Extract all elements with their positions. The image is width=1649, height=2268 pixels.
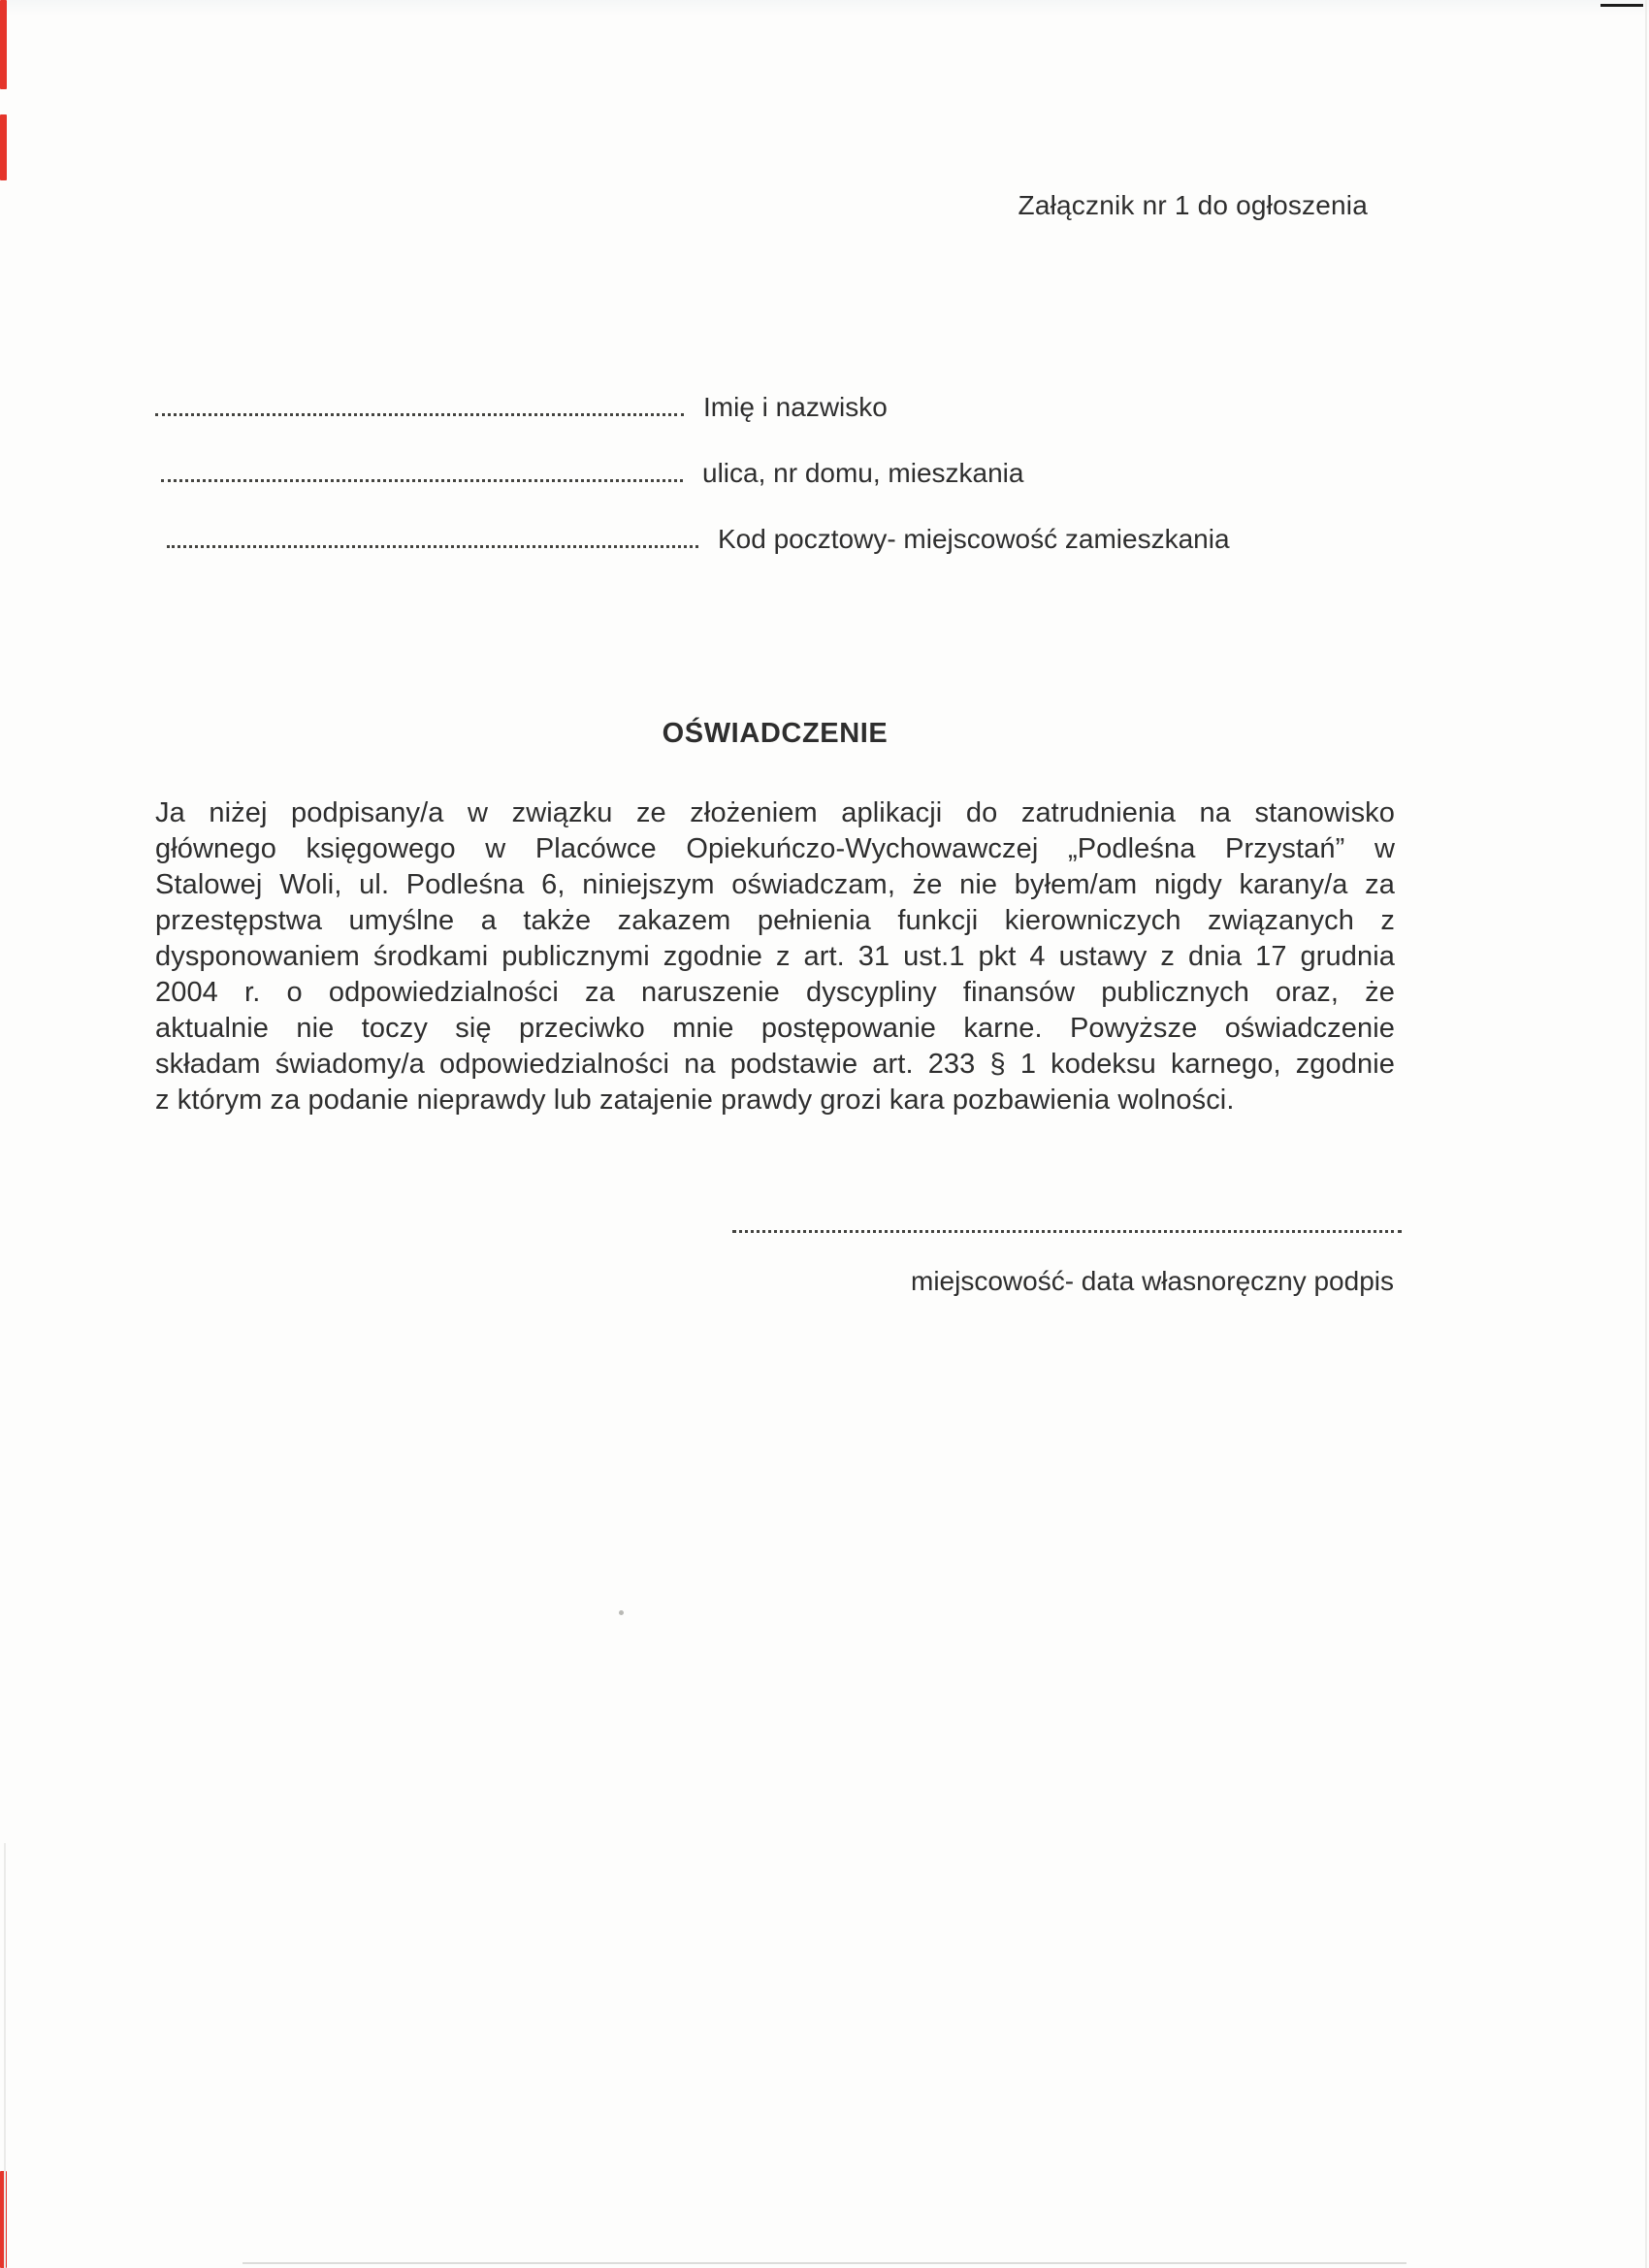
field-row-name <box>155 390 888 423</box>
scan-speck <box>619 1610 624 1615</box>
dotted-fill-line <box>155 390 684 416</box>
declaration-title: OŚWIADCZENIE <box>662 718 889 749</box>
declaration-body-line: składam świadomy/a odpowiedzialności na podstawie art. 233 § 1 kodeksu karnego, zgodnie <box>155 1049 1395 1080</box>
field-label-street: ulica, nr domu, mieszkania <box>702 458 1024 488</box>
field-row-street <box>161 456 1023 489</box>
declaration-body-line: 2004 r. o odpowiedzialności za naruszenie dyscypliny finansów publicznych oraz, że <box>155 977 1395 1008</box>
declaration-body-line: dysponowaniem środkami publicznymi zgodnie z art. 31 ust.1 pkt 4 ustawy z dnia 17 grudnia <box>155 941 1395 972</box>
scan-bottom-edge-shadow <box>242 2262 1406 2264</box>
signature-dotted-line <box>732 1207 1402 1233</box>
attachment-header-label: Załącznik nr 1 do ogłoszenia <box>1018 190 1368 220</box>
scan-red-edge-mark <box>0 0 7 89</box>
dotted-fill-line <box>167 522 698 548</box>
scan-torn-edge-line <box>1600 4 1643 7</box>
declaration-body-line: głównego księgowego w Placówce Opiekuńczo-Wychowawczej „Podleśna Przystań” w <box>155 833 1395 864</box>
declaration-body-line: Stalowej Woli, ul. Podleśna 6, niniejszym oświadczam, że nie byłem/am nigdy karany/a za <box>155 869 1395 900</box>
signature-caption: miejscowość- data własnoręczny podpis <box>911 1266 1394 1296</box>
field-row-postal-city <box>167 522 1230 555</box>
declaration-body-line: aktualnie nie toczy się przeciwko mnie postępowanie karne. Powyższe oświadczenie <box>155 1013 1395 1044</box>
declaration-body-line: Ja niżej podpisany/a w związku ze złożeniem aplikacji do zatrudnienia na stanowisko <box>155 797 1395 828</box>
signature-row <box>732 1207 1402 1238</box>
field-label-postal-city: Kod pocztowy- miejscowość zamieszkania <box>718 524 1230 554</box>
dotted-fill-line <box>161 456 683 482</box>
declaration-body-line: przestępstwa umyślne a także zakazem pełnienia funkcji kierowniczych związanych z <box>155 905 1395 936</box>
scan-top-tint <box>0 0 1649 16</box>
declaration-body-line: z którym za podanie nieprawdy lub zatajenie prawdy grozi kara pozbawienia wolności. <box>155 1085 1235 1116</box>
scan-left-edge-line <box>4 1843 6 2268</box>
field-label-name: Imię i nazwisko <box>703 392 888 422</box>
declaration-body <box>155 795 1395 1118</box>
scan-right-edge-shadow <box>1645 0 1647 2268</box>
scan-red-edge-mark <box>0 114 7 180</box>
